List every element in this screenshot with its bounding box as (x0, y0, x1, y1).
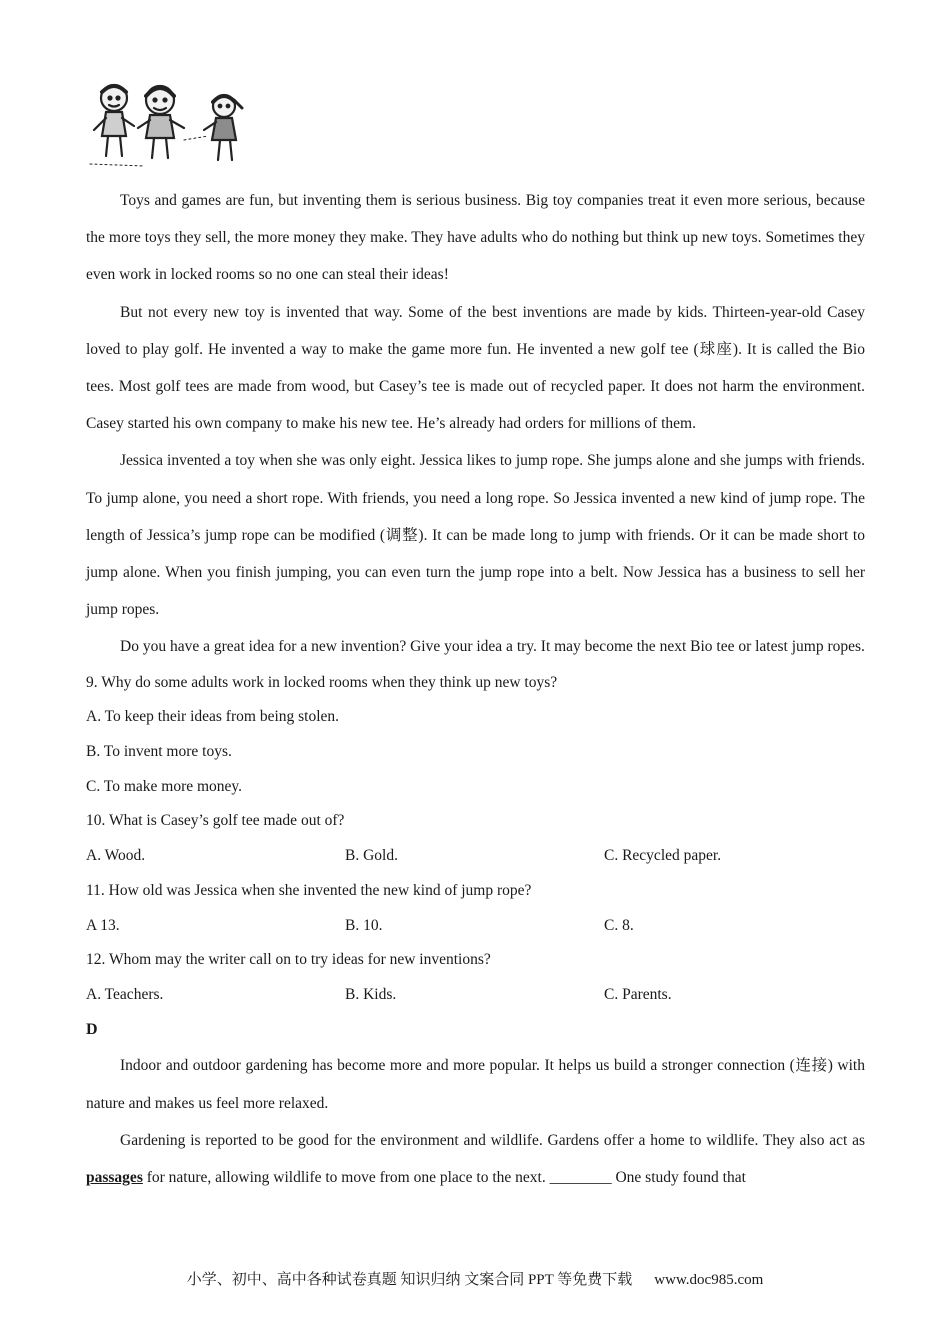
passage-c-paragraph-4: Do you have a great idea for a new invention? Give your idea a try. It may become the next Bio tee or latest jump ropes. (120, 638, 865, 656)
question-9: 9. Why do some adults work in locked rooms when they think up new toys? (86, 673, 558, 691)
question-12-options (86, 978, 865, 1013)
question-11-option-b: B. 10. (345, 916, 383, 934)
question-9-option-a: A. To keep their ideas from being stolen. (86, 708, 340, 726)
section-d-label: D (86, 1020, 98, 1038)
underlined-word-passages: passages (86, 1168, 143, 1186)
question-12: 12. Whom may the writer call on to try ideas for new inventions? (86, 951, 491, 969)
children-playing-illustration (84, 78, 248, 170)
question-12-option-c: C. Parents. (604, 985, 672, 1003)
passage-d-paragraph-2 (86, 1122, 865, 1196)
footer-url[interactable]: www.doc985.com (654, 1272, 764, 1288)
question-9-option-b: B. To invent more toys. (86, 743, 232, 761)
question-10: 10. What is Casey’s golf tee made out of? (86, 812, 345, 830)
footer-text: 小学、初中、高中各种试卷真题 知识归纳 文案合同 PPT 等免费下载 (186, 1272, 633, 1288)
passage-d-paragraph-2-start: Gardening is reported to be good for the environment and wildlife. Gardens offer a home to wildlife. They also act as (120, 1131, 865, 1149)
document-body (86, 182, 865, 1196)
passage-c-paragraph-1: Toys and games are fun, but inventing them is serious business. Big toy companies treat it even more serious, because the more toys they sell, the more money they make. They have adults who do nothing but think up new toys. Sometimes they even work in locked rooms so no one can steal their ideas! (86, 192, 865, 284)
question-12-option-b: B. Kids. (345, 985, 397, 1003)
question-11-option-a: A 13. (86, 916, 120, 934)
question-10-options (86, 839, 865, 874)
question-11-option-c: C. 8. (604, 916, 634, 934)
question-12-option-a: A. Teachers. (86, 985, 164, 1003)
question-11-options (86, 909, 865, 944)
question-10-option-a: A. Wood. (86, 847, 146, 865)
question-10-option-c: C. Recycled paper. (604, 847, 722, 865)
page-footer (0, 1268, 950, 1289)
passage-d-paragraph-2-end: for nature, allowing wildlife to move from one place to the next. ________ One study found that (142, 1168, 746, 1186)
passage-c-paragraph-2: But not every new toy is invented that way. Some of the best inventions are made by kids. Thirteen-year-old Casey loved to play golf. He invented a way to make the game more fun. He invented a new golf tee (球座). It is called the Bio tees. Most golf tees are made from wood, but Casey’s tee is made out of recycled paper. It does not harm the environment. Casey started his own company to make his new tee. He’s already had orders for millions of them. (86, 303, 865, 433)
question-10-option-b: B. Gold. (345, 847, 398, 865)
passage-d-paragraph-1: Indoor and outdoor gardening has become more and more popular. It helps us build a stronger connection (连接) with nature and makes us feel more relaxed. (86, 1057, 865, 1112)
passage-c-paragraph-3: Jessica invented a toy when she was only eight. Jessica likes to jump rope. She jumps alone and she jumps with friends. To jump alone, you need a short rope. With friends, you need a long rope. So Jessica invented a new kind of jump rope. The length of Jessica’s jump rope can be modified (调整). It can be made long to jump with friends. Or it can be made short to jump alone. When you finish jumping, you can even turn the jump rope into a belt. Now Jessica has a business to sell her jump ropes. (86, 452, 865, 619)
question-11: 11. How old was Jessica when she invented the new kind of jump rope? (86, 881, 532, 899)
question-9-option-c: C. To make more money. (86, 777, 243, 795)
